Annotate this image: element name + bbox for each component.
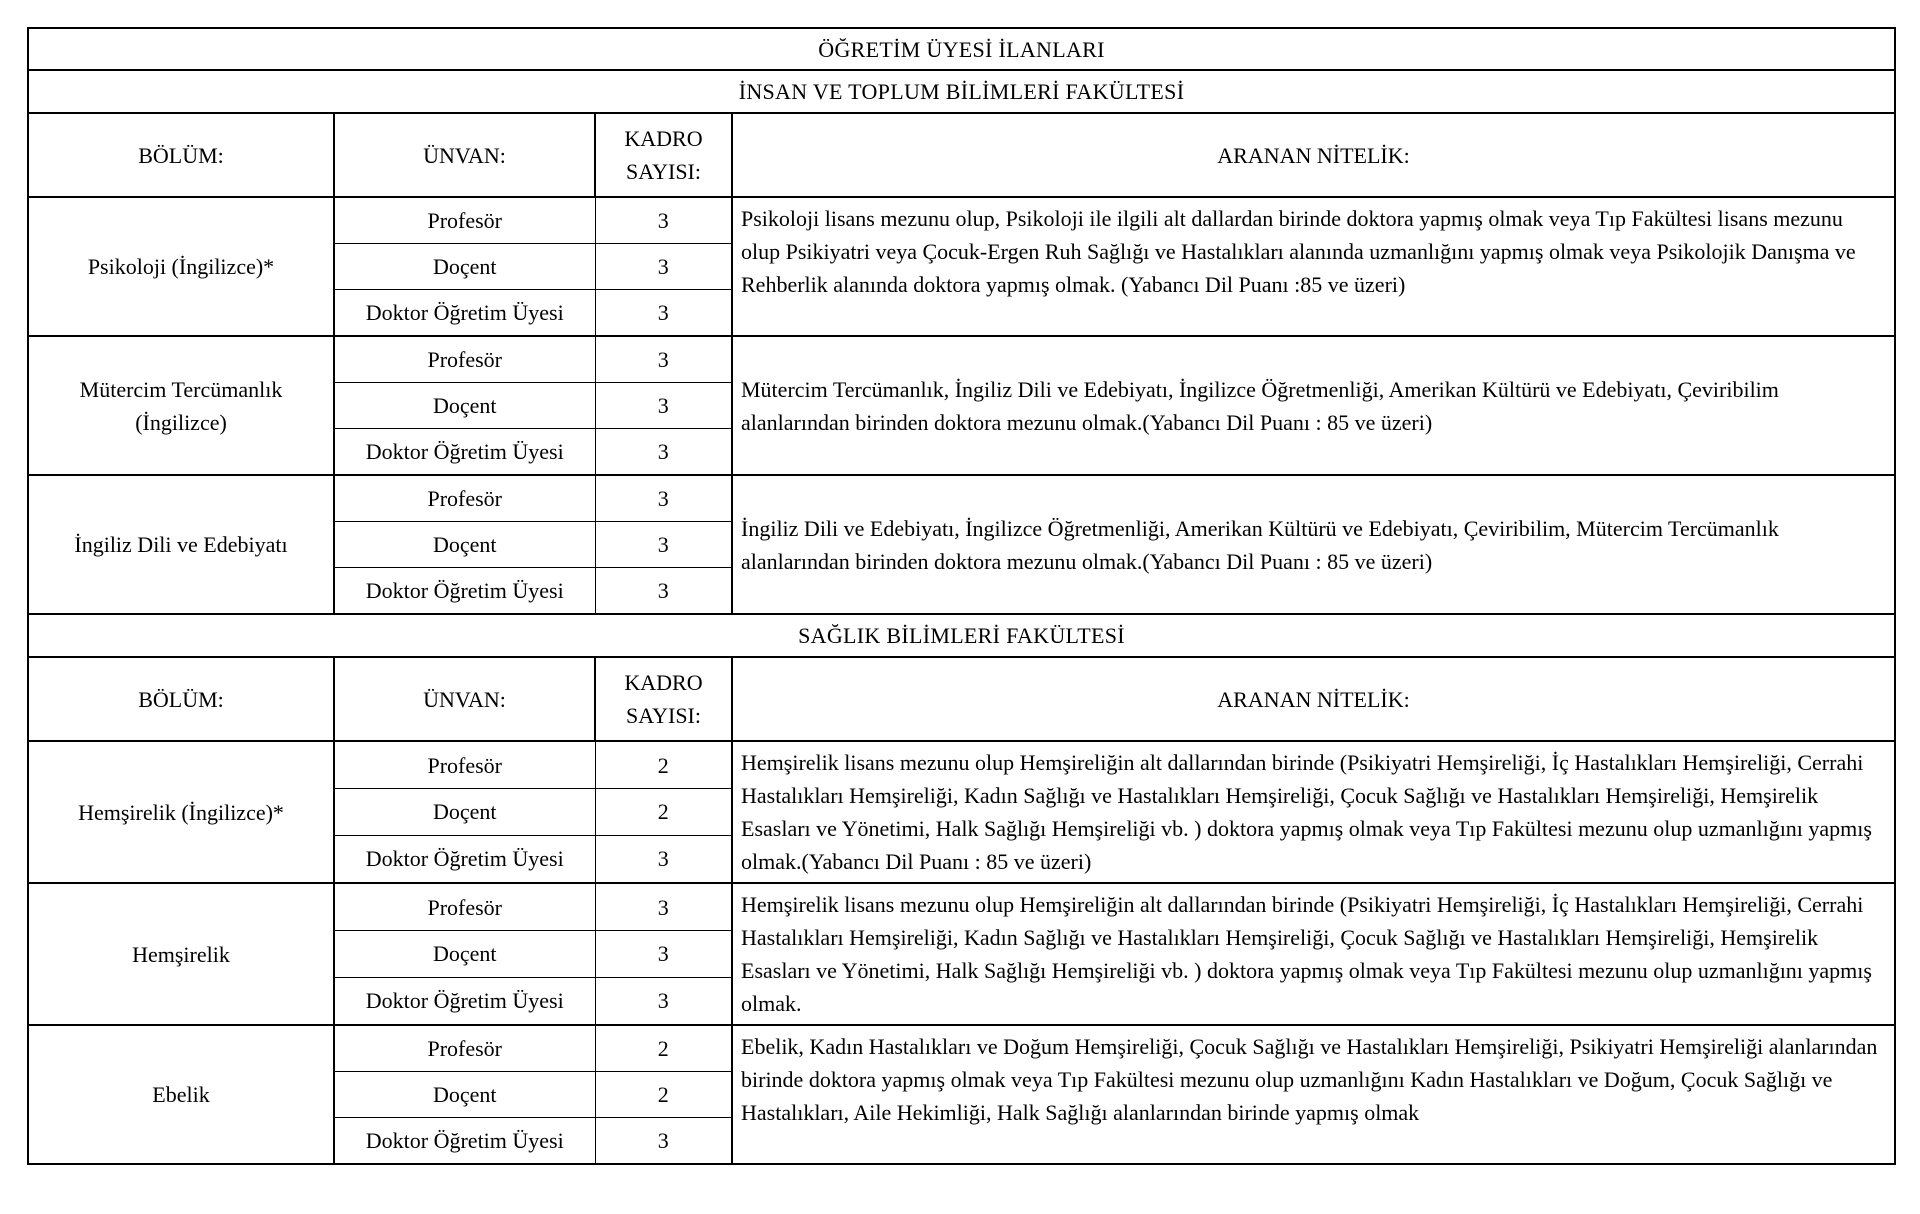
column-header-rank: ÜNVAN:: [334, 657, 595, 741]
department-name-hemsirelik: Hemşirelik: [28, 883, 334, 1025]
column-header-rank: ÜNVAN:: [334, 113, 595, 197]
position-count: 2: [595, 789, 732, 836]
position-count: 3: [595, 429, 732, 476]
column-header-count: KADRO SAYISI:: [595, 657, 732, 741]
position-rank: Doçent: [334, 244, 595, 290]
position-count: 3: [595, 835, 732, 883]
table-row: [28, 614, 1895, 657]
table-row: [28, 70, 1895, 113]
table-row: [28, 113, 1895, 197]
table-row: [28, 197, 1895, 244]
position-rank: Doçent: [334, 522, 595, 568]
table-row: [28, 28, 1895, 70]
job-postings-table: [27, 27, 1896, 1165]
table-row: [28, 1025, 1895, 1072]
position-rank: Doçent: [334, 789, 595, 836]
department-name-psikoloji: Psikoloji (İngilizce)*: [28, 197, 334, 336]
position-count: 3: [595, 977, 732, 1025]
column-header-qualification: ARANAN NİTELİK:: [732, 657, 1895, 741]
position-rank: Profesör: [334, 475, 595, 522]
table-row: [28, 741, 1895, 789]
position-rank: Profesör: [334, 336, 595, 383]
department-name-hemsirelik-ing: Hemşirelik (İngilizce)*: [28, 741, 334, 883]
page-title: ÖĞRETİM ÜYESİ İLANLARI: [28, 28, 1895, 70]
position-count: 3: [595, 244, 732, 290]
department-name-mutercim: Mütercim Tercümanlık (İngilizce): [28, 336, 334, 475]
position-rank: Doktor Öğretim Üyesi: [334, 429, 595, 476]
section-title-saglik: SAĞLIK BİLİMLERİ FAKÜLTESİ: [28, 614, 1895, 657]
qualification-text: Mütercim Tercümanlık, İngiliz Dili ve Edebiyatı, İngilizce Öğretmenliği, Amerikan Kültürü ve Edebiyatı, Çeviribilim alanlarından birinden doktora mezunu olmak.(Yabancı Dil Puanı : 85 ve üzeri): [732, 336, 1895, 475]
position-rank: Doçent: [334, 931, 595, 978]
position-rank: Profesör: [334, 197, 595, 244]
section-title-humanities: İNSAN VE TOPLUM BİLİMLERİ FAKÜLTESİ: [28, 70, 1895, 113]
position-count: 2: [595, 1025, 732, 1072]
position-count: 3: [595, 290, 732, 337]
qualification-text: Psikoloji lisans mezunu olup, Psikoloji ile ilgili alt dallardan birinde doktora yapmış olmak veya Tıp Fakültesi lisans mezunu olup Psikiyatri veya Çocuk-Ergen Ruh Sağlığı ve Hastalıkları alanında uzmanlığını yapmış olmak veya Psikolojik Danışma ve Rehberlik alanında doktora yapmış olmak. (Yabancı Dil Puanı :85 ve üzeri): [732, 197, 1895, 336]
column-header-department: BÖLÜM:: [28, 113, 334, 197]
position-rank: Doktor Öğretim Üyesi: [334, 835, 595, 883]
column-header-qualification: ARANAN NİTELİK:: [732, 113, 1895, 197]
position-rank: Profesör: [334, 741, 595, 789]
position-count: 3: [595, 383, 732, 429]
table-row: [28, 475, 1895, 522]
position-count: 3: [595, 931, 732, 978]
qualification-text: Hemşirelik lisans mezunu olup Hemşireliğin alt dallarından birinde (Psikiyatri Hemşireliği, İç Hastalıkları Hemşireliği, Cerrahi Hastalıkları Hemşireliği, Kadın Sağlığı ve Hastalıkları Hemşireliği, Çocuk Sağlığı ve Hastalıkları Hemşireliği, Hemşirelik Esasları ve Yönetimi, Halk Sağlığı Hemşireliği vb. ) doktora yapmış olmak veya Tıp Fakültesi mezunu olup uzmanlığını yapmış olmak.: [732, 883, 1895, 1025]
position-count: 3: [595, 1118, 732, 1165]
column-header-count: KADRO SAYISI:: [595, 113, 732, 197]
table-row: [28, 336, 1895, 383]
position-count: 3: [595, 197, 732, 244]
qualification-text: Hemşirelik lisans mezunu olup Hemşireliğin alt dallarından birinde (Psikiyatri Hemşireliği, İç Hastalıkları Hemşireliği, Cerrahi Hastalıkları Hemşireliği, Kadın Sağlığı ve Hastalıkları Hemşireliği, Çocuk Sağlığı ve Hastalıkları Hemşireliği, Hemşirelik Esasları ve Yönetimi, Halk Sağlığı Hemşireliği vb. ) doktora yapmış olmak veya Tıp Fakültesi mezunu olup uzmanlığını yapmış olmak.(Yabancı Dil Puanı : 85 ve üzeri): [732, 741, 1895, 883]
position-rank: Doktor Öğretim Üyesi: [334, 290, 595, 337]
department-name-ingiliz-dili: İngiliz Dili ve Edebiyatı: [28, 475, 334, 614]
position-count: 3: [595, 883, 732, 931]
table-row: [28, 883, 1895, 931]
position-rank: Profesör: [334, 1025, 595, 1072]
qualification-text: İngiliz Dili ve Edebiyatı, İngilizce Öğretmenliği, Amerikan Kültürü ve Edebiyatı, Çeviribilim, Mütercim Tercümanlık alanlarından birinden doktora mezunu olmak.(Yabancı Dil Puanı : 85 ve üzeri): [732, 475, 1895, 614]
position-rank: Doçent: [334, 1072, 595, 1118]
position-count: 3: [595, 475, 732, 522]
position-count: 2: [595, 741, 732, 789]
position-rank: Doktor Öğretim Üyesi: [334, 1118, 595, 1165]
position-count: 2: [595, 1072, 732, 1118]
position-rank: Doktor Öğretim Üyesi: [334, 568, 595, 615]
position-rank: Profesör: [334, 883, 595, 931]
column-header-department: BÖLÜM:: [28, 657, 334, 741]
position-count: 3: [595, 336, 732, 383]
position-count: 3: [595, 522, 732, 568]
position-rank: Doçent: [334, 383, 595, 429]
table-row: [28, 657, 1895, 741]
department-name-ebelik: Ebelik: [28, 1025, 334, 1164]
position-count: 3: [595, 568, 732, 615]
qualification-text: Ebelik, Kadın Hastalıkları ve Doğum Hemşireliği, Çocuk Sağlığı ve Hastalıkları Hemşireliği, Psikiyatri Hemşireliği alanlarından birinde doktora yapmış olmak veya Tıp Fakültesi mezunu olup uzmanlığını Kadın Hastalıkları ve Doğum, Çocuk Sağlığı ve Hastalıkları, Aile Hekimliği, Halk Sağlığı alanlarından birinde yapmış olmak: [732, 1025, 1895, 1164]
position-rank: Doktor Öğretim Üyesi: [334, 977, 595, 1025]
